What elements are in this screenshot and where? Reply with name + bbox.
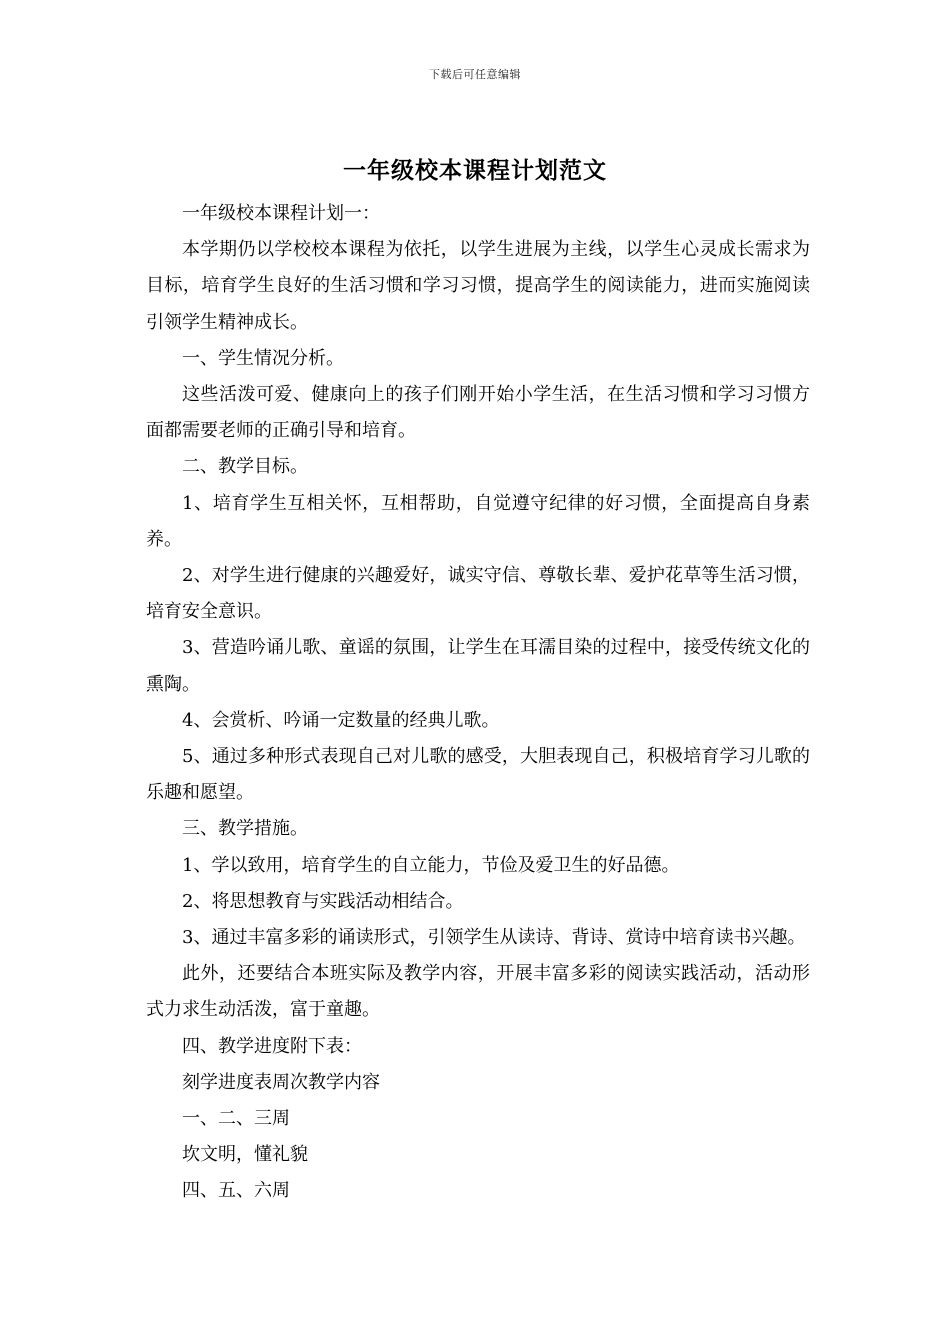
paragraph: 刻学进度表周次教学内容 <box>182 1071 380 1093</box>
paragraph: 1、培育学生互相关怀，互相帮助，自觉遵守纪律的好习惯，全面提高自身素养。 <box>146 492 810 550</box>
paragraph: 3、通过丰富多彩的诵读形式，引领学生从读诗、背诗、赏诗中培育读书兴趣。 <box>182 927 806 949</box>
paragraph: 2、对学生进行健康的兴趣爱好，诚实守信、尊敬长辈、爱护花草等生活习惯，培育安全意识。 <box>146 565 810 623</box>
paragraph: 一、学生情况分析。 <box>182 347 344 369</box>
paragraph: 这些活泼可爱、健康向上的孩子们刚开始小学生活，在生活习惯和学习习惯方面都需要老师的正确引导和培育。 <box>146 384 810 442</box>
paragraph: 四、教学进度附下表： <box>182 1035 362 1057</box>
paragraph: 3、营造吟诵儿歌、童谣的氛围，让学生在耳濡目染的过程中，接受传统文化的熏陶。 <box>146 637 810 695</box>
paragraph: 一、二、三周 <box>182 1108 290 1130</box>
paragraph: 四、五、六周 <box>182 1180 290 1202</box>
paragraph: 坎文明，懂礼貌 <box>182 1144 308 1166</box>
paragraph: 5、通过多种形式表现自己对儿歌的感受，大胆表现自己，积极培育学习儿歌的乐趣和愿望。 <box>146 746 810 804</box>
paragraph: 1、学以致用，培育学生的自立能力，节俭及爱卫生的好品德。 <box>182 854 680 876</box>
paragraph: 二、教学目标。 <box>182 456 308 478</box>
header-note: 下载后可任意编辑 <box>429 68 521 81</box>
paragraph: 4、会赏析、吟诵一定数量的经典儿歌。 <box>182 709 500 731</box>
paragraph: 本学期仍以学校校本课程为依托，以学生进展为主线，以学生心灵成长需求为目标，培育学生良好的生活习惯和学习习惯，提高学生的阅读能力，进而实施阅读引领学生精神成长。 <box>146 239 810 333</box>
paragraph: 一年级校本课程计划一： <box>182 203 380 224</box>
paragraph: 此外，还要结合本班实际及教学内容，开展丰富多彩的阅读实践活动，活动形式力求生动活泼，富于童趣。 <box>146 963 810 1021</box>
paragraph: 三、教学措施。 <box>182 818 308 840</box>
paragraph: 2、将思想教育与实践活动相结合。 <box>182 890 464 912</box>
document-title: 一年级校本课程计划范文 <box>343 157 607 184</box>
document-body <box>146 196 810 1210</box>
